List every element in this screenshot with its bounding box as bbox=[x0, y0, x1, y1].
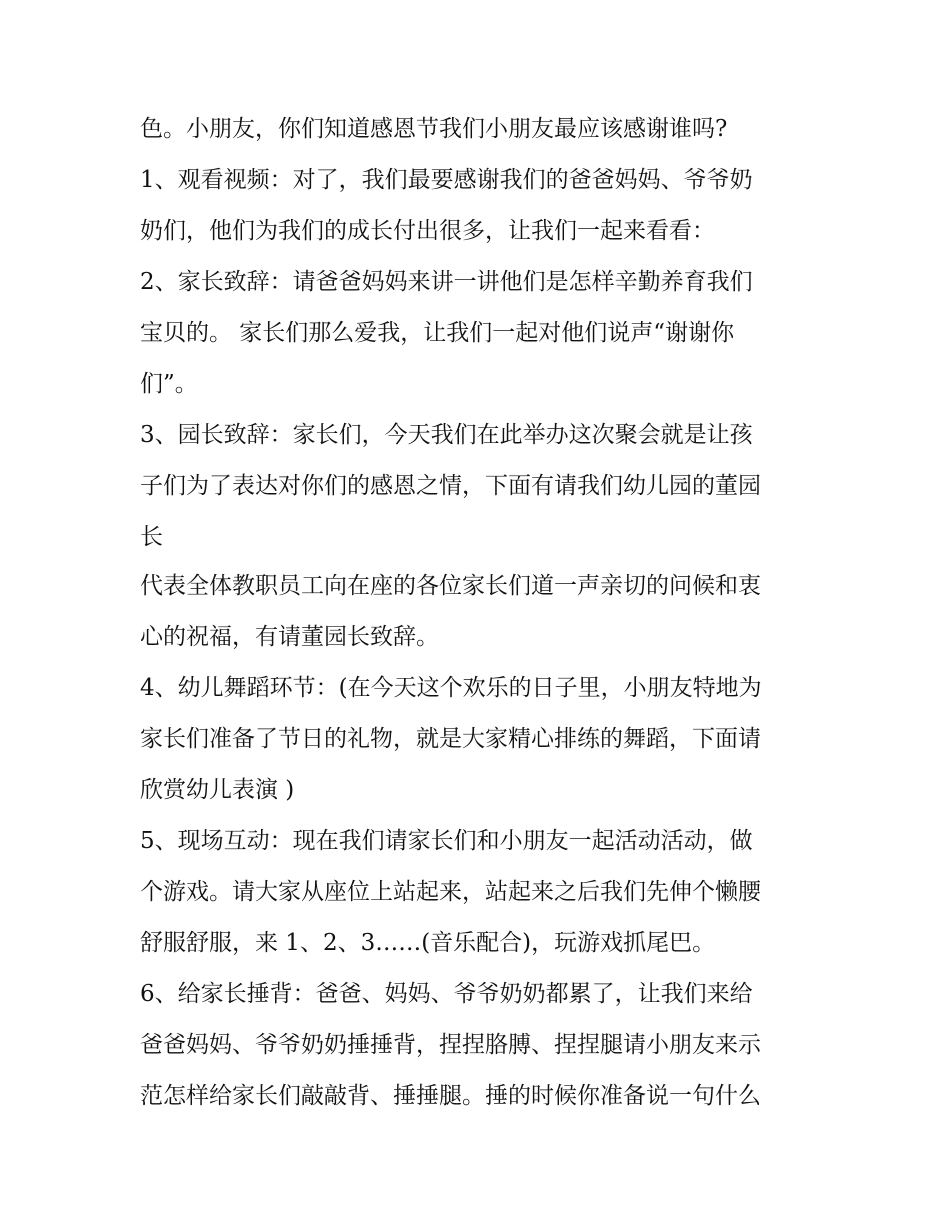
text-line: 2、家长致辞：请爸爸妈妈来讲一讲他们是怎样辛勤养育我们 bbox=[140, 269, 753, 295]
text-line: 长 bbox=[140, 524, 163, 550]
text-line: 范怎样给家长们敲敲背、捶捶腿。捶的时候你准备说一句什么 bbox=[140, 1083, 761, 1109]
text-line: 们”。 bbox=[140, 371, 198, 397]
text-line: 个游戏。请大家从座位上站起来，站起来之后我们先伸个懒腰 bbox=[140, 879, 761, 905]
text-line: 子们为了表达对你们的感恩之情，下面有请我们幼儿园的董园 bbox=[140, 473, 761, 499]
text-line: 6、给家长捶背：爸爸、妈妈、爷爷奶奶都累了，让我们来给 bbox=[140, 981, 753, 1007]
text-line: 爸爸妈妈、爷爷奶奶捶捶背，捏捏胳膊、捏捏腿请小朋友来示 bbox=[140, 1032, 761, 1058]
text-line: 代表全体教职员工向在座的各位家长们道一声亲切的问候和衷 bbox=[140, 573, 761, 599]
text-line: 舒服舒服，来 1、2、3……(音乐配合)，玩游戏抓尾巴。 bbox=[140, 930, 716, 956]
text-line: 欣赏幼儿表演 ) bbox=[140, 777, 295, 803]
text-line: 色。小朋友，你们知道感恩节我们小朋友最应该感谢谁吗? bbox=[140, 116, 728, 142]
text-line: 5、现场互动：现在我们请家长们和小朋友一起活动活动，做 bbox=[140, 828, 753, 854]
text-line: 心的祝福，有请董园长致辞。 bbox=[140, 624, 439, 650]
text-line: 奶们，他们为我们的成长付出很多，让我们一起来看看： bbox=[140, 218, 715, 244]
text-line: 1、观看视频：对了，我们最要感谢我们的爸爸妈妈、爷爷奶 bbox=[140, 167, 753, 193]
text-line: 4、幼儿舞蹈环节：(在今天这个欢乐的日子里，小朋友特地为 bbox=[140, 675, 762, 701]
text-line: 3、园长致辞：家长们，今天我们在此举办这次聚会就是让孩 bbox=[140, 422, 753, 448]
text-line: 家长们准备了节日的礼物，就是大家精心排练的舞蹈，下面请 bbox=[140, 726, 761, 752]
text-line: 宝贝的。 家长们那么爱我，让我们一起对他们说声“谢谢你 bbox=[140, 320, 735, 346]
